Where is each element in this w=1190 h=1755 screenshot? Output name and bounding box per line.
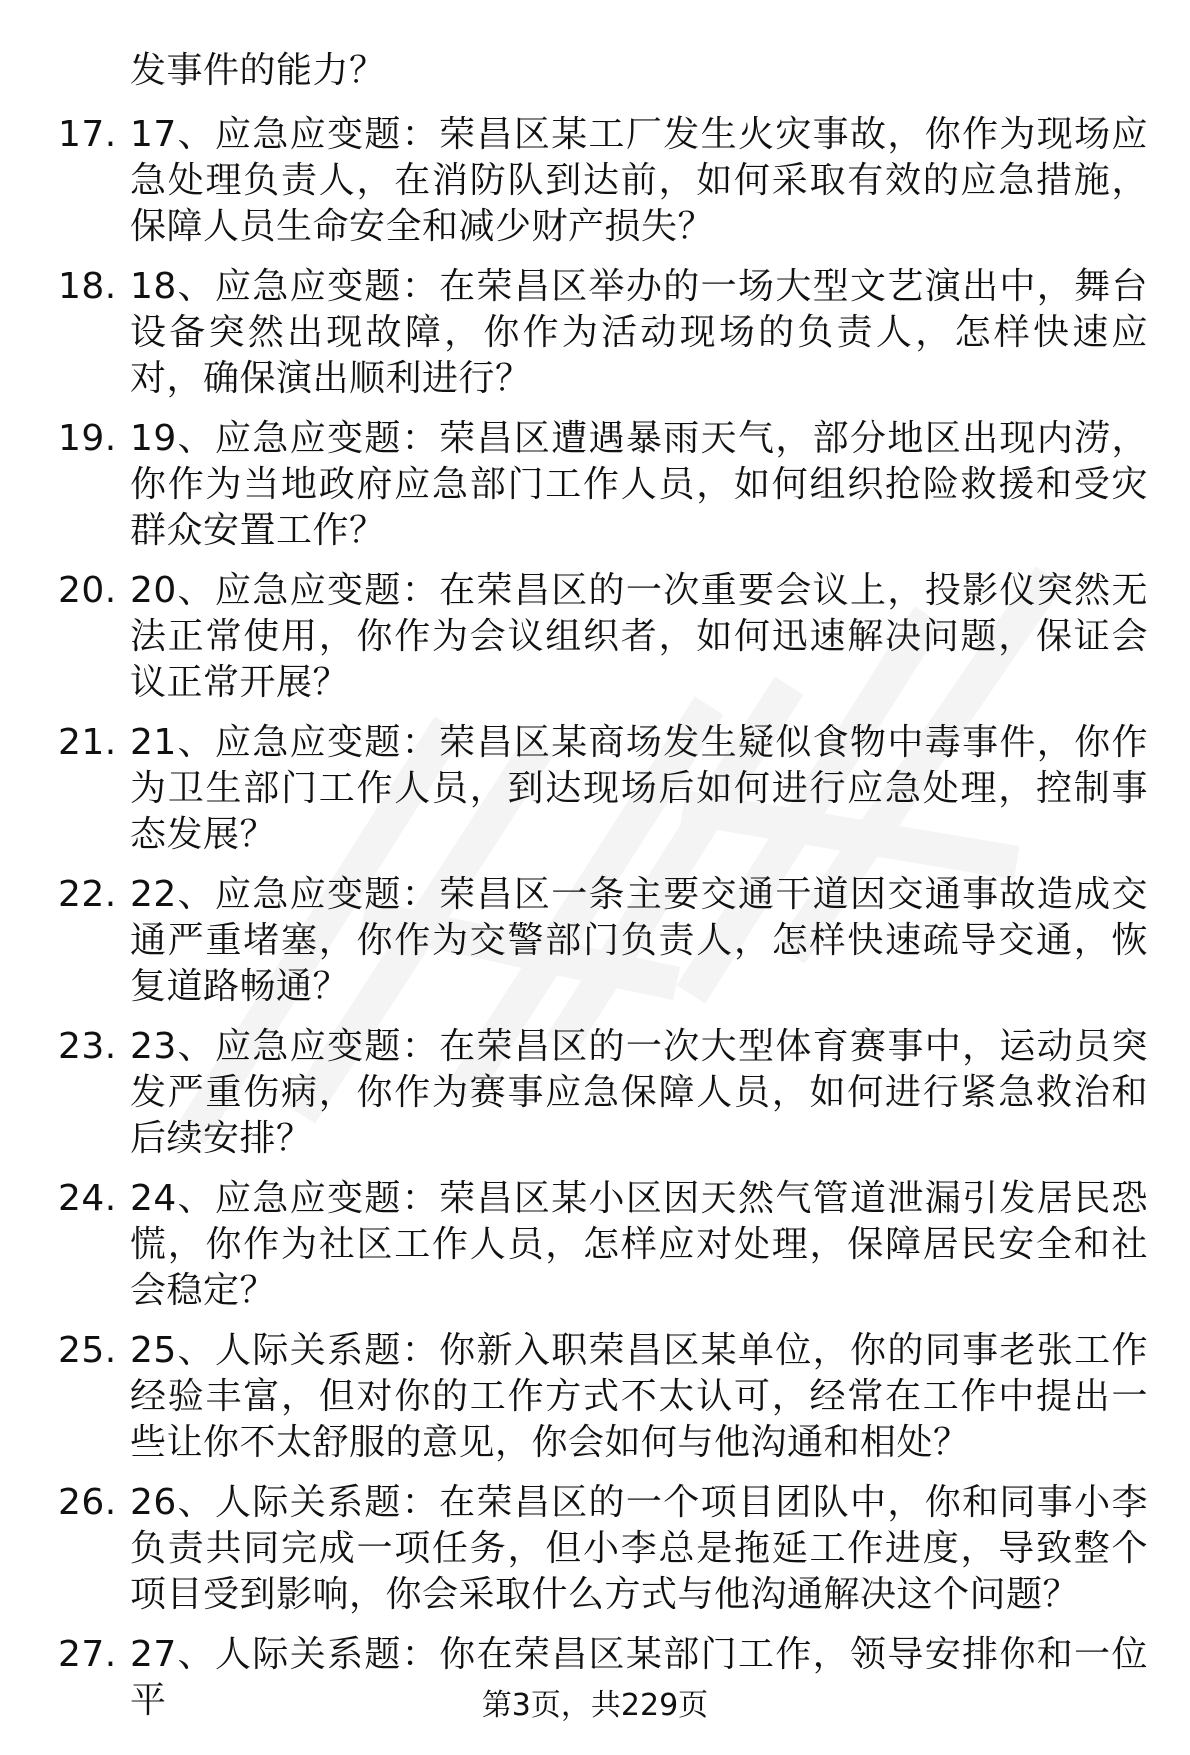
- continued-text: 发事件的能力？: [130, 50, 386, 91]
- question-item: [58, 1024, 1148, 1162]
- question-list: [58, 112, 1148, 1724]
- question-number: 22.: [58, 874, 117, 915]
- question-number: 23.: [58, 1026, 117, 1067]
- question-number: 20.: [58, 570, 117, 611]
- question-text: 27、人际关系题：你在荣昌区某部门工作，领导安排你和一位平: [130, 1634, 1148, 1721]
- question-number: 27.: [58, 1634, 117, 1675]
- question-item: [58, 1328, 1148, 1466]
- question-text: 22、应急应变题：荣昌区一条主要交通干道因交通事故造成交通严重堵塞，你作为交警部门负责人，怎样快速疏导交通，恢复道路畅通？: [130, 874, 1148, 1007]
- question-text: 21、应急应变题：荣昌区某商场发生疑似食物中毒事件，你作为卫生部门工作人员，到达现场后如何进行应急处理，控制事态发展？: [130, 722, 1148, 855]
- question-number: 17.: [58, 114, 117, 155]
- question-number: 26.: [58, 1482, 117, 1523]
- question-item: [58, 720, 1148, 858]
- question-text: 18、应急应变题：在荣昌区举办的一场大型文艺演出中，舞台设备突然出现故障，你作为活动现场的负责人，怎样快速应对，确保演出顺利进行？: [130, 266, 1148, 399]
- question-number: 25.: [58, 1330, 117, 1371]
- question-item: [58, 264, 1148, 402]
- question-item: [58, 872, 1148, 1010]
- question-text: 25、人际关系题：你新入职荣昌区某单位，你的同事老张工作经验丰富，但对你的工作方式不太认可，经常在工作中提出一些让你不太舒服的意见，你会如何与他沟通和相处？: [130, 1330, 1148, 1463]
- question-text: 20、应急应变题：在荣昌区的一次重要会议上，投影仪突然无法正常使用，你作为会议组织者，如何迅速解决问题，保证会议正常开展？: [130, 570, 1148, 703]
- question-number: 18.: [58, 266, 117, 307]
- question-text: 17、应急应变题：荣昌区某工厂发生火灾事故，你作为现场应急处理负责人，在消防队到达前，如何采取有效的应急措施，保障人员生命安全和减少财产损失？: [130, 114, 1148, 247]
- question-item: [58, 568, 1148, 706]
- question-number: 21.: [58, 722, 117, 763]
- question-text: 19、应急应变题：荣昌区遭遇暴雨天气，部分地区出现内涝，你作为当地政府应急部门工作人员，如何组织抢险救援和受灾群众安置工作？: [130, 418, 1148, 551]
- question-item: [58, 1480, 1148, 1618]
- question-number: 19.: [58, 418, 117, 459]
- question-item: [58, 112, 1148, 250]
- question-item: [58, 416, 1148, 554]
- question-item: [58, 1176, 1148, 1314]
- page-number-footer: 第3页，共229页: [481, 1688, 709, 1723]
- document-content: [58, 48, 1148, 1738]
- question-number: 24.: [58, 1178, 117, 1219]
- question-text: 23、应急应变题：在荣昌区的一次大型体育赛事中，运动员突发严重伤病，你作为赛事应急保障人员，如何进行紧急救治和后续安排？: [130, 1026, 1148, 1159]
- question-text: 24、应急应变题：荣昌区某小区因天然气管道泄漏引发居民恐慌，你作为社区工作人员，怎样应对处理，保障居民安全和社会稳定？: [130, 1178, 1148, 1311]
- question-text: 26、人际关系题：在荣昌区的一个项目团队中，你和同事小李负责共同完成一项任务，但小李总是拖延工作进度，导致整个项目受到影响，你会采取什么方式与他沟通解决这个问题？: [130, 1482, 1148, 1615]
